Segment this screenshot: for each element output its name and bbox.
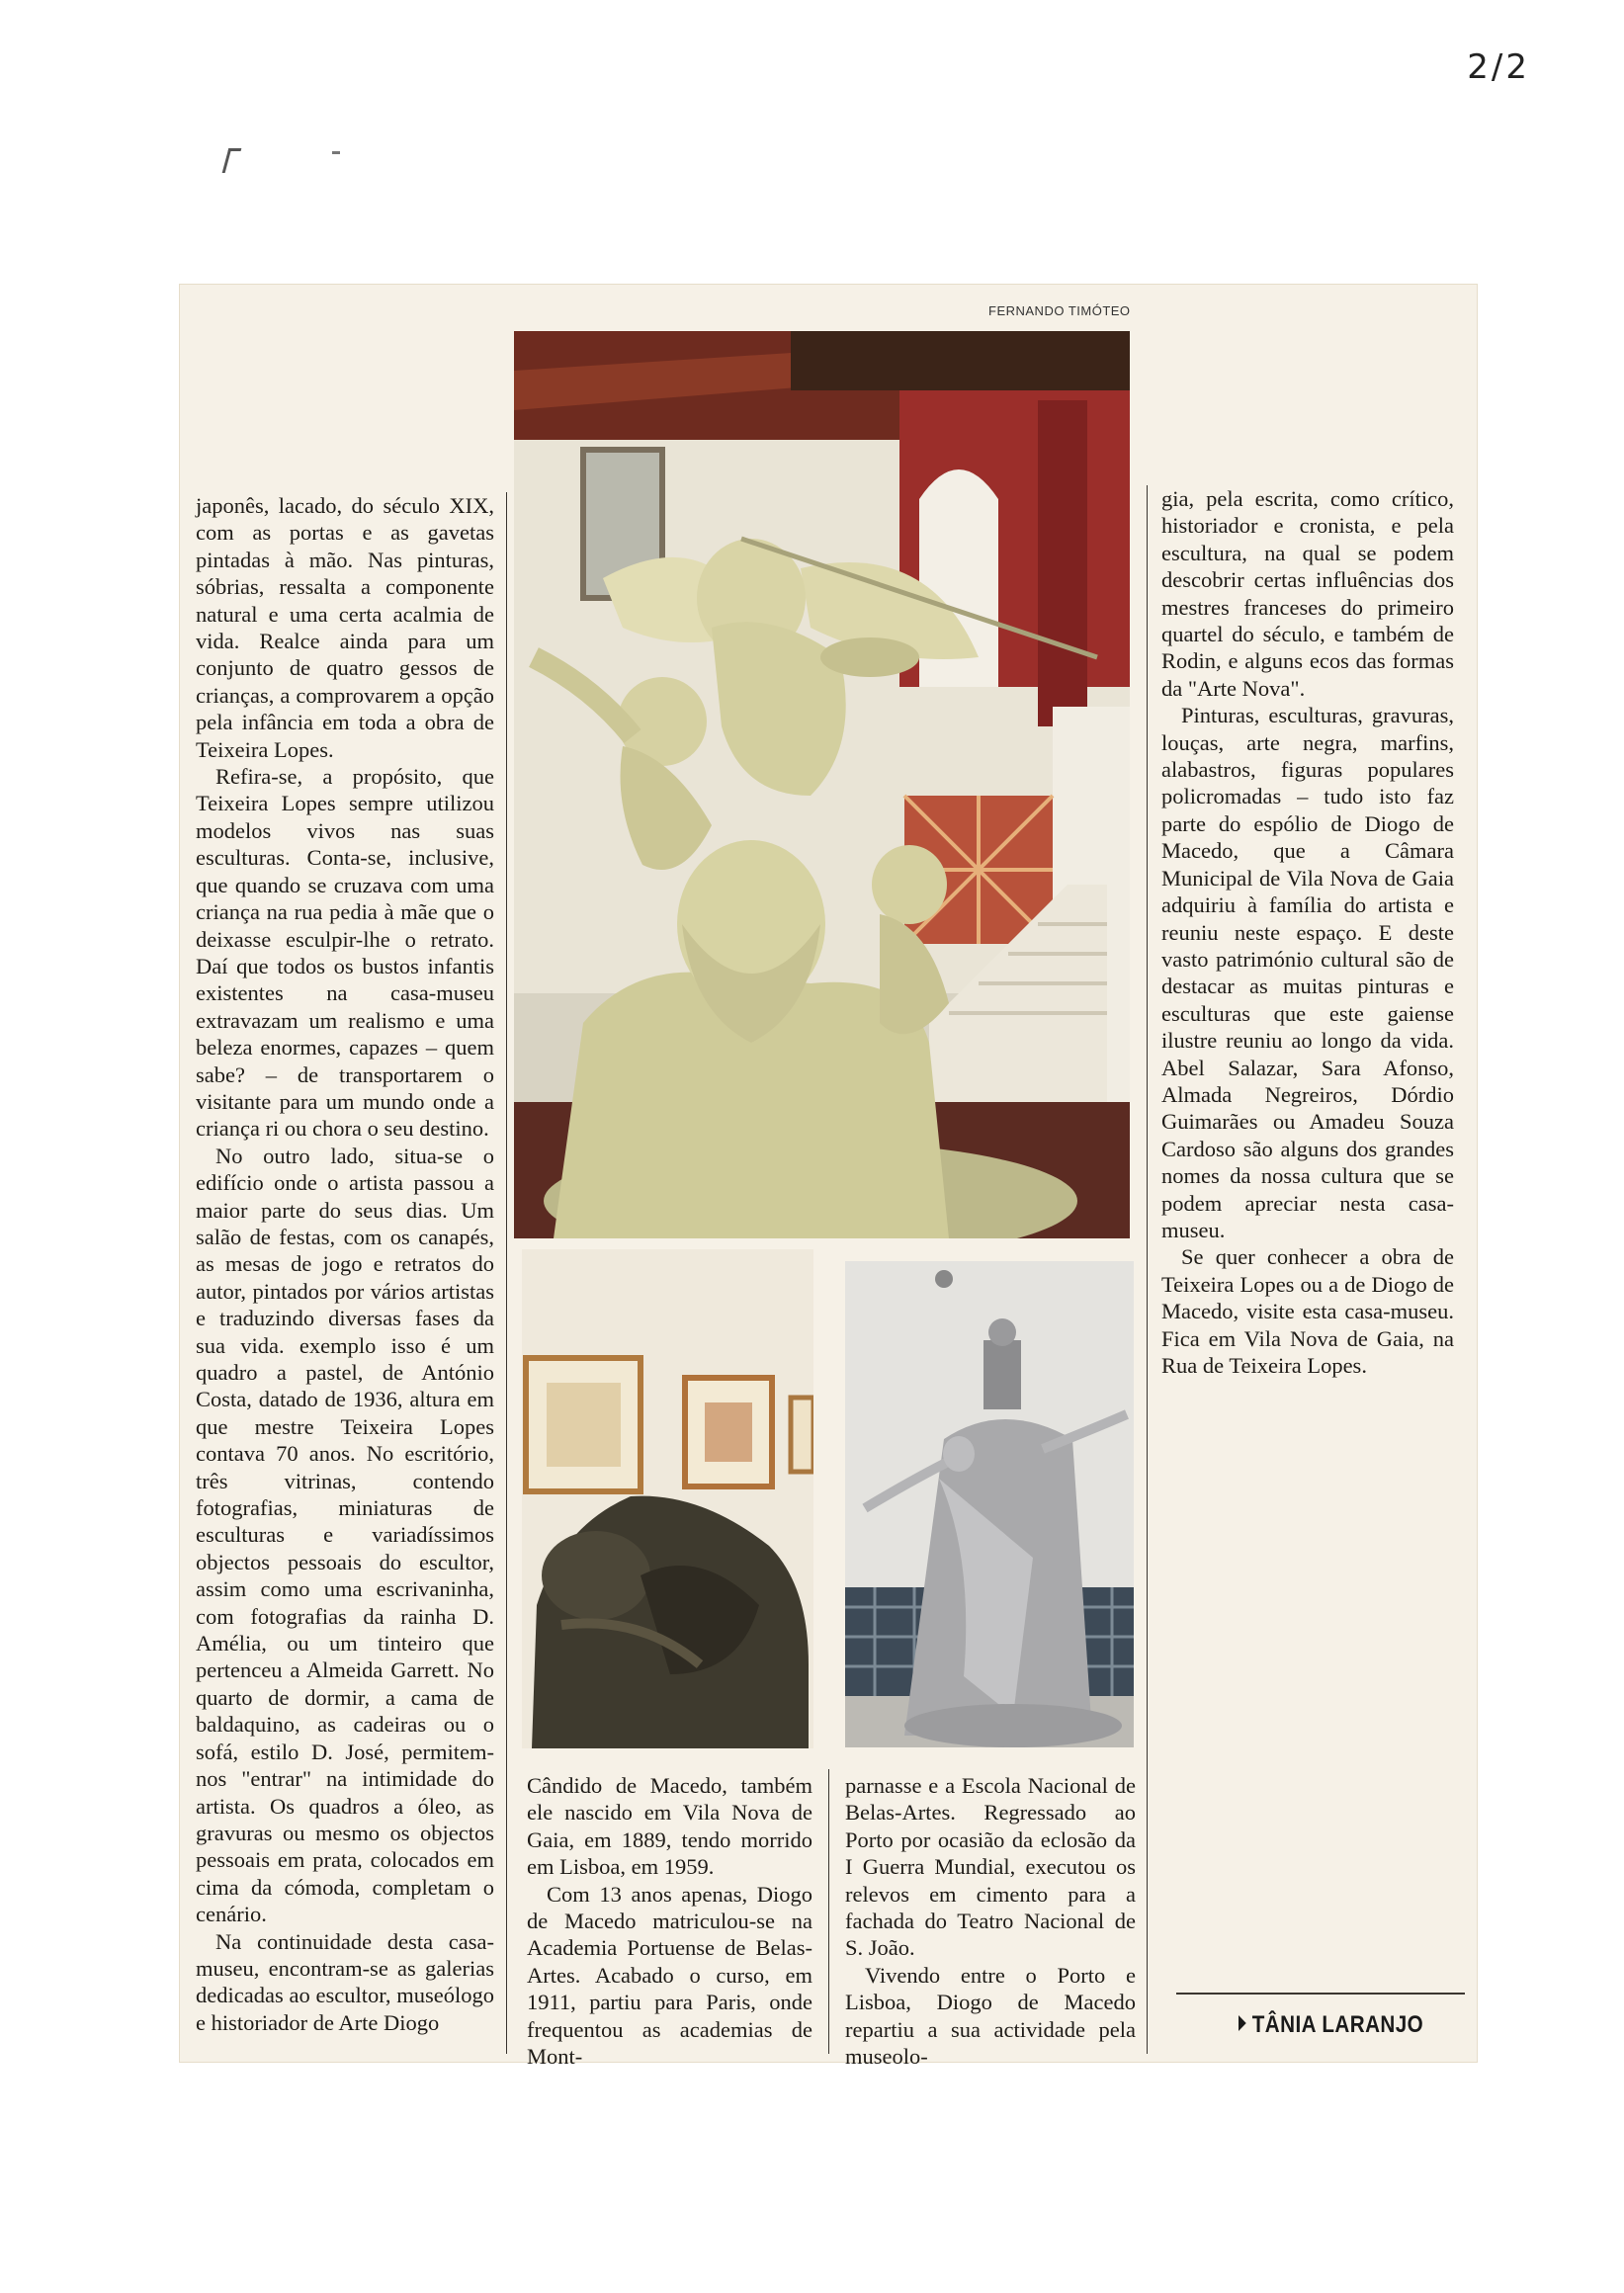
byline-rule xyxy=(1176,1993,1465,1995)
author-byline xyxy=(1239,2011,1423,2039)
triangle-bullet-icon xyxy=(1239,2015,1246,2031)
page-number: 2/2 xyxy=(1467,47,1530,87)
author-name: TÂNIA LARANJO xyxy=(1251,2011,1424,2038)
article-column-1 xyxy=(196,492,494,2036)
monument-sculpture-photo xyxy=(845,1261,1134,1747)
paragraph: Com 13 anos apenas, Diogo de Macedo matriculou-se na Academia Portuense de Belas-Artes. Acabado o curso, em 1911, partiu para Paris, onde frequentou as academias de Mont- xyxy=(527,1881,812,2070)
paragraph: Cândido de Macedo, também ele nascido em Vila Nova de Gaia, em 1889, tendo morrido em Lisboa, em 1959. xyxy=(527,1773,812,1880)
paragraph: Se quer conhecer a obra de Teixeira Lopes ou a de Diogo de Macedo, visite esta casa-museu. Fica em Vila Nova de Gaia, na Rua de Teixeira Lopes. xyxy=(1161,1244,1454,1378)
scan-mark xyxy=(222,148,242,173)
article-column-2 xyxy=(527,1772,812,2070)
paragraph: Vivendo entre o Porto e Lisboa, Diogo de Macedo repartiu a sua actividade pela museolo- xyxy=(845,1962,1136,2070)
paragraph: gia, pela escrita, como crítico, historiador e cronista, e pela escultura, na qual se podem descobrir certas influências dos mestres franceses do primeiro quartel do século, e também de Rodin, e alguns ecos das formas da "Arte Nova". xyxy=(1161,486,1454,701)
paragraph: parnasse e a Escola Nacional de Belas-Artes. Regressado ao Porto por ocasião da eclosão da I Guerra Mundial, executou os relevos em cimento para a fachada do Teatro Nacional de S. João. xyxy=(845,1773,1136,1961)
angel-sculpture-photo xyxy=(514,331,1130,1238)
paragraph: japonês, lacado, do século XIX, com as portas e as gavetas pintadas à mão. Nas pinturas, sóbrias, ressalta a componente natural e uma certa acalmia de vida. Realce ainda para um conjunto de quatro gessos de crianças, a comprovarem a opção pela infância em toda a obra de Teixeira Lopes. xyxy=(196,493,494,762)
column-rule xyxy=(828,1769,829,2054)
article-column-3 xyxy=(845,1772,1136,2070)
article-column-4 xyxy=(1161,485,1454,1379)
paragraph: No outro lado, situa-se o edifício onde o artista passou a maior parte do seus dias. Um salão de festas, com os canapés, as mesas de jogo e retratos do autor, pintados por vários artistas e traduzindo diversas fases da sua vida. exemplo isso é um quadro a pastel, de António Costa, datado de 1936, altura em que mestre Teixeira Lopes contava 70 anos. No escritório, três vitrinas, contendo fotografias, miniaturas de esculturas e variadíssimos objectos pessoais do escultor, assim como uma escrivaninha, com fotografias da rainha D. Amélia, ou um tinteiro que pertenceu a Almeida Garrett. No quarto de dormir, a cama de baldaquino, as cadeiras ou o sofá, estilo D. José, permitem-nos "entrar" na intimidade do artista. Os quadros a óleo, as gravuras ou mesmo os objectos pessoais em prata, colocados em cima da cómoda, completam o cenário. xyxy=(196,1143,494,1927)
bronze-sculpture-gallery-photo xyxy=(522,1249,813,1748)
paragraph: Na continuidade desta casa-museu, encontram-se as galerias dedicadas ao escultor, museólogo e historiador de Arte Diogo xyxy=(196,1928,494,2035)
column-rule xyxy=(1147,485,1148,2054)
column-rule xyxy=(506,492,507,2054)
paragraph: Pinturas, esculturas, gravuras, louças, arte negra, marfins, alabastros, figuras populares policromadas – tudo isto faz parte do espólio de Diogo de Macedo, que a Câmara Municipal de Vila Nova de Gaia adquiriu à família do artista e reuniu neste espaço. E deste vasto património cultural são de destacar as muitas pinturas e esculturas que este gaiense ilustre reuniu ao longo da vida. Abel Salazar, Sara Afonso, Almada Negreiros, Dórdio Guimarães ou Amadeu Souza Cardoso são alguns dos grandes nomes da nossa cultura que se podem apreciar nesta casa-museu. xyxy=(1161,703,1454,1242)
scan-dash xyxy=(332,151,340,154)
photo-credit: FERNANDO TIMÓTEO xyxy=(988,303,1131,318)
paragraph: Refira-se, a propósito, que Teixeira Lopes sempre utilizou modelos vivos nas suas esculturas. Conta-se, inclusive, que quando se cruzava com uma criança na rua pedia à mãe que o deixasse esculpir-lhe o retrato. Daí que todos os bustos infantis existentes na casa-museu extravazam um realismo e uma beleza enormes, capazes – quem sabe? – de transportarem o visitante para um mundo onde a criança ri ou chora o seu destino. xyxy=(196,764,494,1142)
